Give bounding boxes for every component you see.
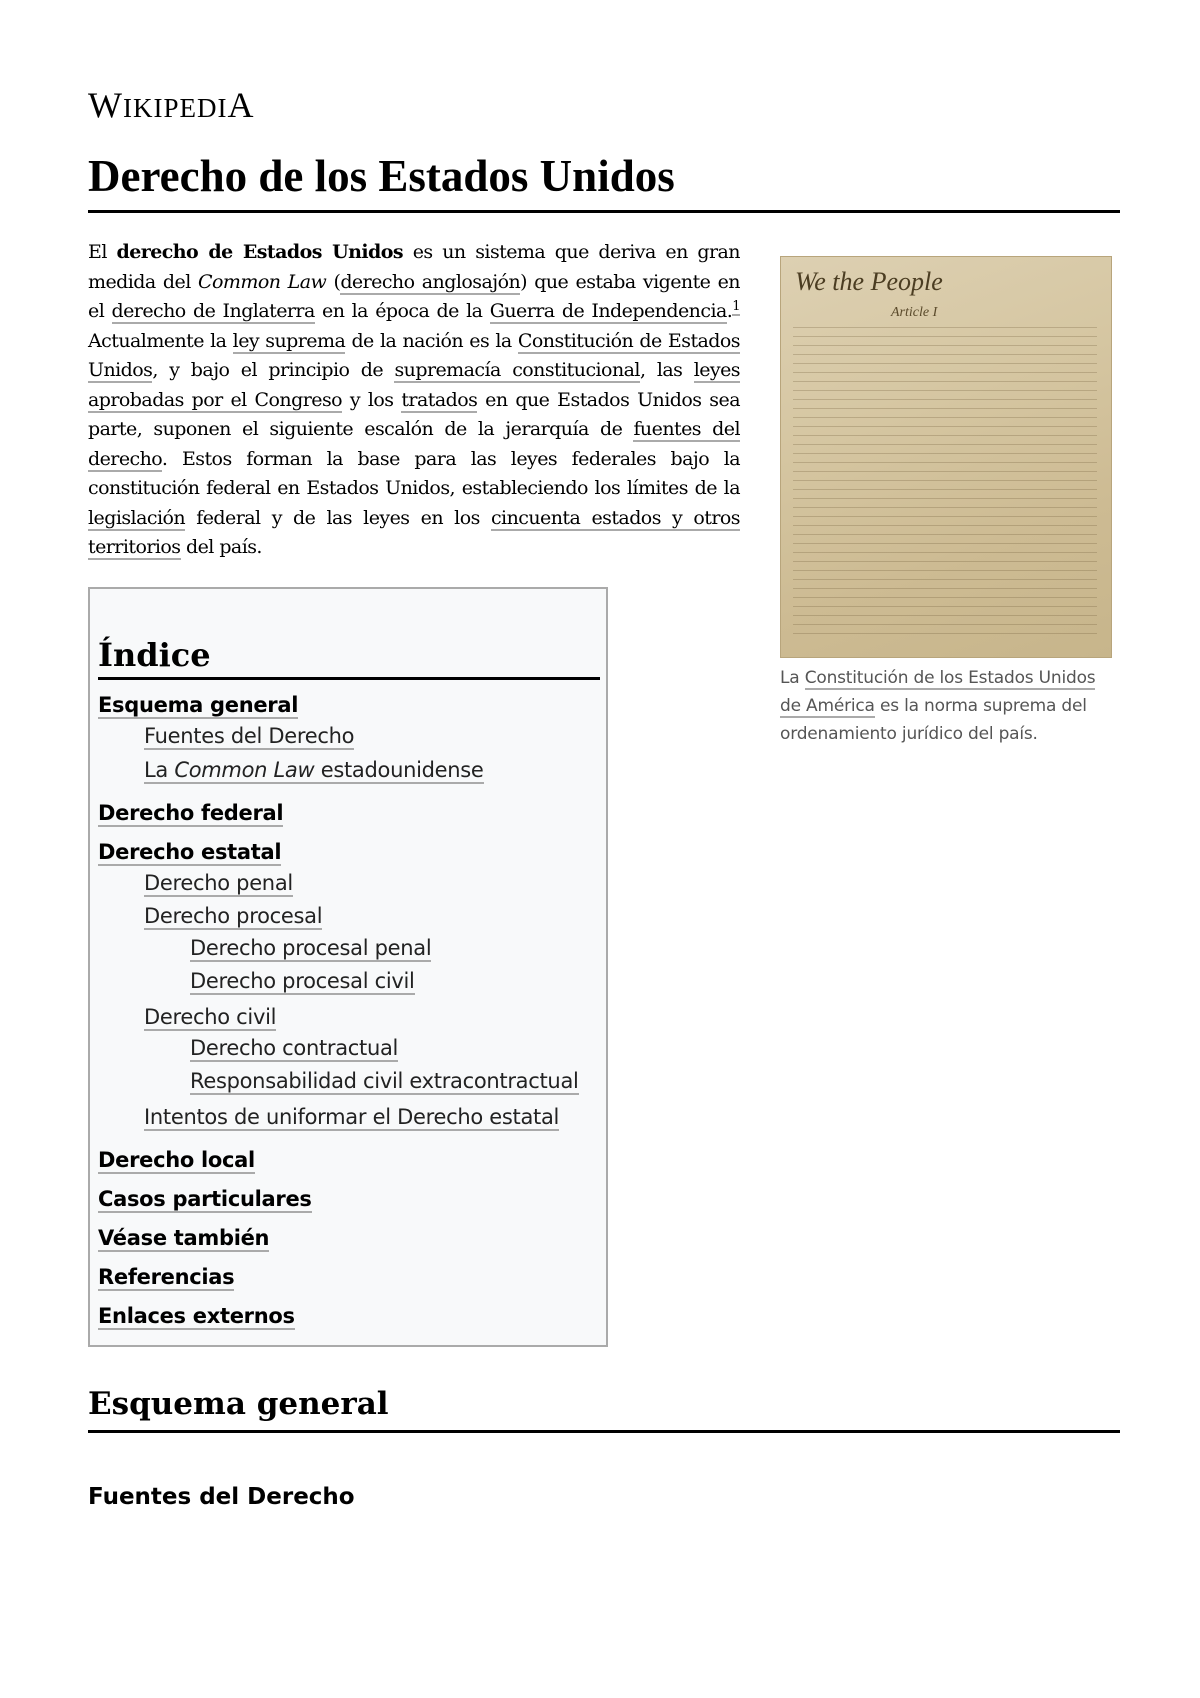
toc-item-derecho-local[interactable] (98, 1146, 255, 1174)
link-derecho-anglosajon[interactable]: derecho anglosajón (340, 270, 521, 293)
text: La (144, 758, 175, 782)
toc-item-vease-tambien[interactable] (98, 1224, 269, 1252)
logo-letters-middle: IKIPEDI (122, 93, 228, 123)
text: . Estos forman la base para las leyes federales bajo la constitución federal en Estados Unidos, estableciendo los límites de la (88, 447, 740, 499)
bold-term: derecho de Estados Unidos (116, 241, 404, 263)
toc-item-derecho-civil[interactable] (144, 1003, 276, 1031)
link-ley-suprema[interactable]: ley suprema (232, 329, 346, 352)
text: La (780, 668, 805, 688)
toc-title: Índice (98, 633, 600, 680)
toc-link[interactable]: Derecho federal (98, 801, 284, 825)
section-heading-esquema-general: Esquema general (88, 1382, 1120, 1433)
toc-item-derecho-estatal[interactable] (98, 838, 281, 866)
text: , y bajo el principio de (152, 359, 395, 381)
text: ) que estaba vigente en el (88, 270, 740, 322)
italic-text: Common Law (174, 758, 315, 782)
toc-link[interactable]: Derecho estatal (98, 840, 282, 864)
image-handwriting: We the People (795, 267, 943, 296)
text: de la nación es la (345, 329, 518, 352)
text: federal y de las leyes en los (185, 506, 491, 529)
reference-link-1[interactable]: 1 (732, 298, 740, 314)
link-supremacia-constitucional[interactable]: supremacía constitucional (394, 359, 640, 381)
link-constitucion-caption[interactable]: Constitución de los Estados Unidos de América (780, 668, 1096, 716)
link-leyes-congreso[interactable]: leyes aprobadas por el Congreso (88, 359, 741, 411)
toc-item-responsabilidad-civil[interactable] (190, 1067, 579, 1095)
text: es un sistema que deriva en gran medida del (88, 241, 740, 293)
link-legislacion[interactable]: legislación (88, 506, 186, 529)
toc-item-derecho-penal[interactable] (144, 869, 293, 897)
text: es la norma suprema del ordenamiento jurídico del país. (780, 696, 1087, 744)
text: del país. (180, 536, 262, 558)
image-manuscript-lines (793, 327, 1097, 637)
text: ( (326, 270, 341, 293)
link-guerra-de-independencia[interactable]: Guerra de Independencia (489, 300, 727, 322)
lead-paragraph (88, 238, 740, 563)
link-derecho-de-inglaterra[interactable]: derecho de Inglaterra (111, 300, 315, 322)
figure-caption (780, 664, 1112, 748)
text: en la época de la (314, 300, 490, 322)
toc-link[interactable]: Fuentes del Derecho (144, 724, 355, 748)
toc-link[interactable]: Derecho procesal (144, 904, 323, 928)
toc-item-esquema-general[interactable] (98, 691, 298, 719)
link-fuentes-del-derecho[interactable]: fuentes del derecho (88, 418, 740, 470)
page-title: Derecho de los Estados Unidos (88, 146, 1120, 213)
table-of-contents (88, 587, 608, 1347)
toc-item-intentos-de-uniformar[interactable] (144, 1103, 559, 1131)
image-article-heading: Article I (891, 305, 938, 320)
toc-link[interactable]: Responsabilidad civil extracontractual (190, 1069, 579, 1093)
wikipedia-logo[interactable] (88, 84, 254, 126)
logo-letter-w: W (88, 85, 123, 125)
toc-item-derecho-procesal-penal[interactable] (190, 934, 431, 962)
logo-letter-a: A (227, 85, 255, 125)
text: y los (342, 388, 402, 411)
text: estadounidense (314, 758, 484, 782)
toc-link[interactable] (144, 758, 484, 784)
text: , las (639, 359, 694, 381)
text: El (88, 241, 117, 263)
italic-term: Common Law (198, 270, 327, 293)
toc-item-enlaces-externos[interactable] (98, 1302, 295, 1330)
toc-item-fuentes-del-derecho[interactable] (144, 722, 354, 750)
toc-link[interactable]: Derecho contractual (190, 1036, 399, 1060)
link-constitucion[interactable]: Constitución de Estados Unidos (88, 329, 741, 381)
toc-link[interactable]: Véase también (98, 1226, 270, 1250)
toc-item-referencias[interactable] (98, 1263, 234, 1291)
toc-link[interactable]: Esquema general (98, 693, 299, 717)
infobox-figure (780, 256, 1112, 748)
toc-link[interactable]: Referencias (98, 1265, 235, 1289)
subsection-heading-fuentes-del-derecho: Fuentes del Derecho (88, 1484, 355, 1510)
toc-link[interactable]: Derecho civil (144, 1005, 277, 1029)
toc-link[interactable]: Derecho local (98, 1148, 255, 1172)
toc-link[interactable]: Derecho procesal civil (190, 969, 415, 993)
toc-item-casos-particulares[interactable] (98, 1185, 312, 1213)
toc-item-derecho-federal[interactable] (98, 799, 283, 827)
toc-item-common-law[interactable] (144, 756, 484, 784)
toc-link[interactable]: Intentos de uniformar el Derecho estatal (144, 1105, 560, 1129)
constitution-image[interactable] (780, 256, 1112, 658)
toc-item-derecho-procesal[interactable] (144, 902, 322, 930)
toc-item-derecho-contractual[interactable] (190, 1034, 398, 1062)
text: Actualmente la (88, 329, 233, 352)
link-cincuenta-estados[interactable]: cincuenta estados y otros territorios (88, 506, 740, 558)
toc-link[interactable]: Enlaces externos (98, 1304, 295, 1328)
toc-link[interactable]: Casos particulares (98, 1187, 312, 1211)
toc-item-derecho-procesal-civil[interactable] (190, 967, 415, 995)
toc-link[interactable]: Derecho penal (144, 871, 293, 895)
text: . (726, 300, 733, 322)
link-tratados[interactable]: tratados (401, 388, 478, 411)
text: en que Estados Unidos sea parte, suponen el siguiente escalón de la jerarquía de (88, 388, 740, 440)
toc-link[interactable]: Derecho procesal penal (190, 936, 432, 960)
